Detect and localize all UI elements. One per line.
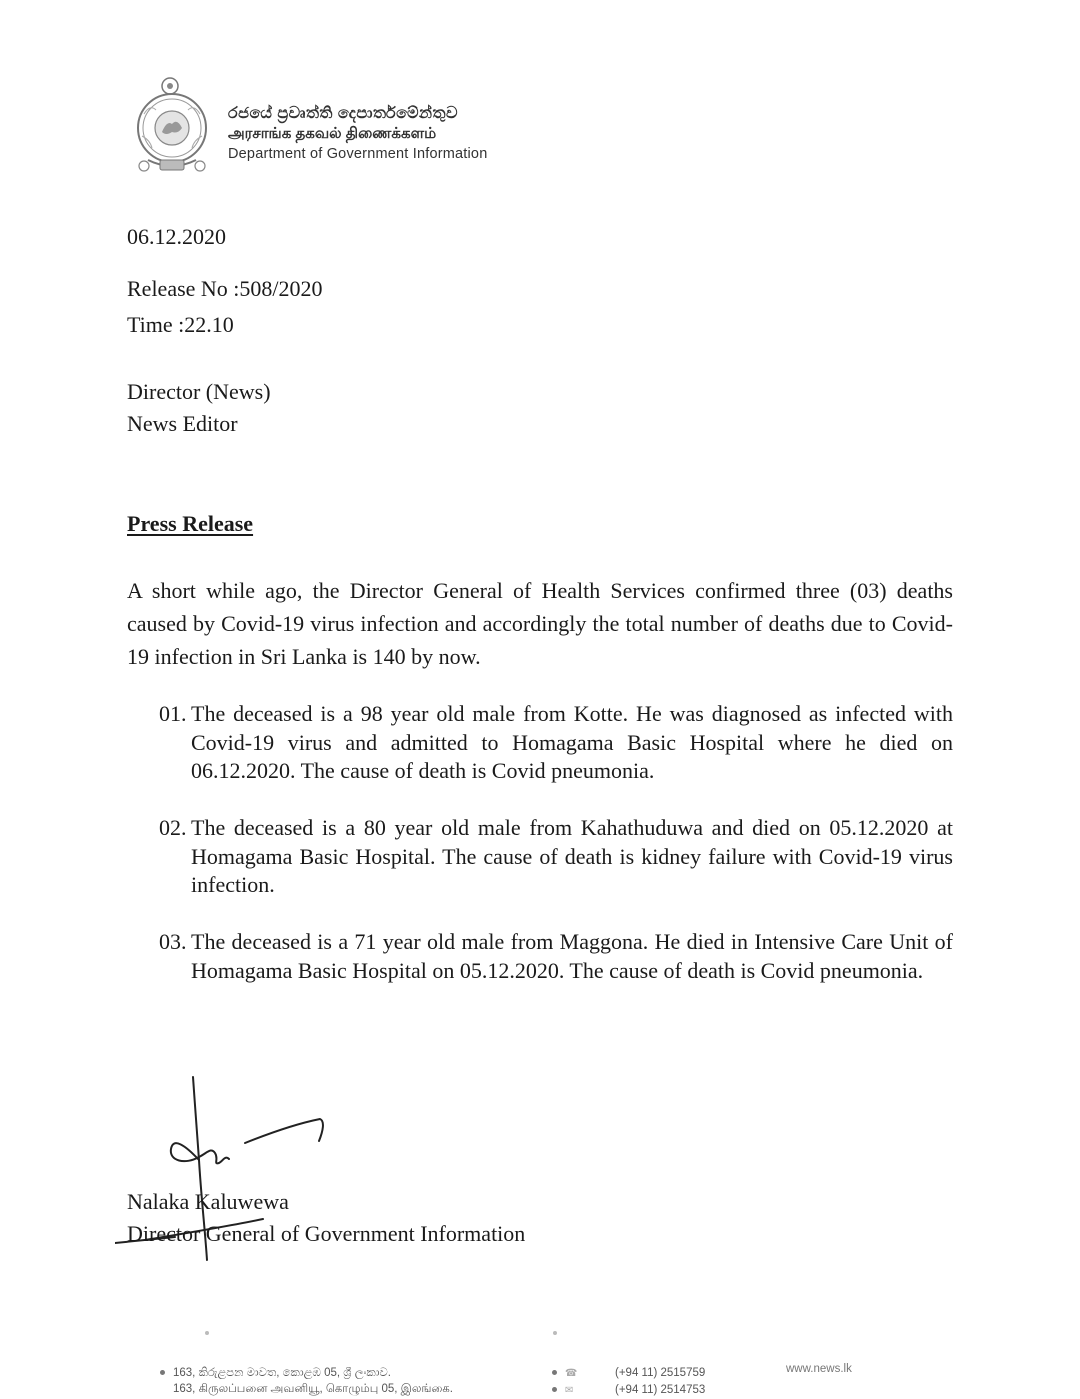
list-item-number: 01. xyxy=(159,701,187,726)
list-item xyxy=(159,700,953,786)
department-name-sinhala: රජයේ ප්‍රවෘත්ති දෙපාර්තමේන්තුව xyxy=(228,105,459,122)
scan-artifact xyxy=(205,1331,209,1335)
addressee-line-1: Director (News) xyxy=(127,379,271,404)
list-item-text: The deceased is a 80 year old male from Kahathuduwa and died on 05.12.2020 at Homagama Basic Hospital. The cause of death is kidney failure with Covid-19 virus infection. xyxy=(191,815,953,897)
letterhead xyxy=(126,70,546,180)
list-item-number: 02. xyxy=(159,815,187,840)
release-time: Time :22.10 xyxy=(127,312,234,337)
footer-address-tamil: 163, கிருலப்பனை அவனியூ, கொழும்பு 05, இலங்கை. xyxy=(173,1383,453,1395)
list-item-number: 03. xyxy=(159,929,187,954)
signatory-name: Nalaka Kaluwewa xyxy=(127,1189,289,1214)
footer-website-link[interactable]: www.news.lk xyxy=(786,1363,852,1375)
state-emblem-icon xyxy=(126,74,222,176)
department-name-block xyxy=(228,104,487,164)
intro-paragraph: A short while ago, the Director General of Health Services confirmed three (03) deaths caused by Covid-19 virus infection and accordingly the total number of deaths due to Covid-19 infection in Sri Lanka is 140 by now. xyxy=(127,578,953,669)
department-name-tamil: அரசாங்க தகவல் திணைக்களம் xyxy=(228,125,437,142)
footer xyxy=(0,1355,1080,1398)
bullet-icon xyxy=(160,1370,165,1375)
scan-artifact xyxy=(553,1331,557,1335)
document-title: Press Release xyxy=(127,511,254,536)
list-item-text: The deceased is a 98 year old male from Kotte. He was diagnosed as infected with Covid-19 virus and admitted to Homagama Basic Hospital where he died on 06.12.2020. The cause of death is Covid pneumonia. xyxy=(191,701,953,783)
department-name-english: Department of Government Information xyxy=(228,146,488,162)
footer-phone-1: (+94 11) 2515759 xyxy=(615,1367,706,1379)
list-item-text: The deceased is a 71 year old male from Maggona. He died in Intensive Care Unit of Homagama Basic Hospital on 05.12.2020. The cause of death is Covid pneumonia. xyxy=(191,929,953,983)
bullet-icon xyxy=(552,1387,557,1392)
list-item xyxy=(159,814,953,900)
footer-phones xyxy=(552,1365,705,1399)
footer-address xyxy=(160,1365,453,1397)
phone-label-icon: ☎ xyxy=(565,1368,578,1379)
footer-address-sinhala: 163, කිරුළපන මාවත, කොළඹ 05, ශ්‍රී ලංකාව. xyxy=(173,1367,391,1379)
footer-phone-2: (+94 11) 2514753 xyxy=(615,1384,706,1396)
addressee-line-2: News Editor xyxy=(127,411,238,436)
fax-label-icon: ✉ xyxy=(565,1385,574,1396)
list-item xyxy=(159,928,953,985)
bullet-icon xyxy=(552,1370,557,1375)
release-date: 06.12.2020 xyxy=(127,224,226,249)
signatory-title: Director General of Government Information xyxy=(127,1221,526,1246)
release-number: Release No :508/2020 xyxy=(127,276,323,301)
